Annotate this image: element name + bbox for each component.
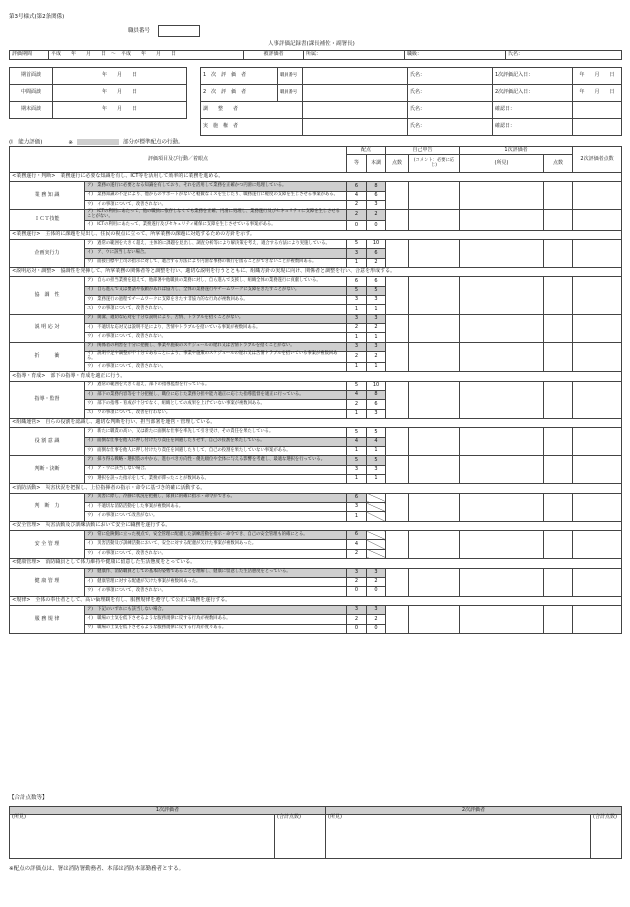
criteria-text: ア) 簡潔、適切な応対を十分な説明により、苦情、トラブルを招くことがない。 xyxy=(85,314,347,323)
standard-points: 2 xyxy=(347,400,367,409)
first-points[interactable] xyxy=(544,239,573,267)
criteria-text: ア) 健康作、消防職員としての基本的姿勢であることを理解し、健康に留意した生活態度をとっている。 xyxy=(85,568,347,577)
self-points[interactable] xyxy=(386,342,409,372)
ability-label xyxy=(9,139,184,146)
standard-points: 3 xyxy=(347,314,367,323)
score-points xyxy=(367,540,386,549)
grade-field[interactable]: 職級： xyxy=(405,51,506,60)
interview-label: 期首面談 xyxy=(10,68,53,85)
dept-field[interactable]: 所属： xyxy=(304,51,405,60)
score-points xyxy=(367,549,386,558)
self-points[interactable] xyxy=(386,493,409,521)
evaluator-name[interactable]: 氏名： xyxy=(408,119,493,136)
standard-points: 3 xyxy=(347,503,367,512)
second-points[interactable] xyxy=(573,314,622,342)
criteria-text: ウ) イの事項について、改善されない。 xyxy=(85,549,347,558)
standard-points: 5 xyxy=(347,428,367,437)
self-points[interactable] xyxy=(386,182,409,210)
standard-points: 3 xyxy=(347,465,367,474)
first-head: 1次評価者 xyxy=(460,147,573,155)
total-second-points[interactable]: (合計点数) xyxy=(591,815,622,859)
standard-points: 5 xyxy=(347,286,367,295)
entry-date[interactable] xyxy=(573,102,622,119)
score-points: 8 xyxy=(367,390,386,399)
standard-points: 1 xyxy=(347,333,367,342)
self-comment[interactable] xyxy=(409,428,460,456)
first-points[interactable] xyxy=(544,568,573,596)
item-name: 折 衝 xyxy=(10,342,85,372)
first-points[interactable] xyxy=(544,277,573,314)
criteria-text: イ) 説明不足や調整が不十分であることにより、事業や施策のスケジュールの遅れ又は苦情トラブルを招いている事案が複数回ある。 xyxy=(85,352,347,363)
name-field[interactable]: 氏名： xyxy=(506,51,622,60)
staff-no-field[interactable] xyxy=(303,68,408,85)
criteria-row xyxy=(10,493,622,502)
criteria-text: ウ) 業務遂行の過程でチームワークに支障をきたす非協力的な行為が複数回ある。 xyxy=(85,296,347,305)
criteria-text: ア) 常に危険側に立った視点で、安全管理に配慮した訓練活動を指示・命令でき、自己の安全管理も的確にとる。 xyxy=(85,531,347,540)
evaluator-table xyxy=(200,67,622,136)
item-name: 企画実行力 xyxy=(10,239,85,267)
interview-label: 期末面談 xyxy=(10,102,53,119)
total-second-head: 2次評価者 xyxy=(326,807,622,815)
staff-no-field[interactable] xyxy=(303,119,408,136)
standard-points: 0 xyxy=(347,587,367,596)
standard-points: 0 xyxy=(347,221,367,230)
self-comment[interactable] xyxy=(409,277,460,314)
section-header: <安全管理> 災害活動及び訓練活動において安全に職務を遂行する。 xyxy=(10,521,622,530)
standard-points: 3 xyxy=(347,342,367,351)
score-points: 3 xyxy=(367,568,386,577)
score-points: 3 xyxy=(367,605,386,614)
standard-points: 6 xyxy=(347,277,367,286)
item-name: 判 断 力 xyxy=(10,493,85,521)
criteria-text: ア) 新たに職責の高い、又は新たに面倒な仕事を率先して引き受け、その責任を果たしている。 xyxy=(85,428,347,437)
criteria-row xyxy=(10,605,622,614)
score-points xyxy=(367,503,386,512)
total-table xyxy=(9,806,622,859)
criteria-row xyxy=(10,428,622,437)
interview-date[interactable]: 年 月 日 xyxy=(53,102,187,119)
entry-date[interactable]: 年 月 日 xyxy=(573,85,622,102)
criteria-text: ア) 過常の範囲を大きく超え、主体的に課題を見出し、調査分析等により解決策を考え、適合する方法により実施している。 xyxy=(85,239,347,248)
second-points[interactable] xyxy=(573,428,622,456)
criteria-text: ウ) イの事項について、改善されない。 xyxy=(85,201,347,210)
criteria-text: イ) 職場の士気を低下させるような服務規律に反する行為が複数回ある。 xyxy=(85,615,347,624)
criteria-row xyxy=(10,314,622,323)
standard-points: 1 xyxy=(347,258,367,267)
item-name: 服 務 規 律 xyxy=(10,605,85,633)
standard-points: 2 xyxy=(347,615,367,624)
item-name: 業 務 知 識 xyxy=(10,182,85,210)
entry-date-label: 確認日： xyxy=(493,119,573,136)
standard-points: 0 xyxy=(347,624,367,633)
standard-points: 1 xyxy=(347,305,367,314)
self-comment[interactable] xyxy=(409,342,460,372)
score-points: 3 xyxy=(367,296,386,305)
footnote: ※配点の評価点は、署は消防署勤務者、本部は消防本部勤務者とする。 xyxy=(9,866,185,872)
criteria-text: イ) 災害活動及び訓練活動において、安全に対する配慮が欠けた事案が複数回あった。 xyxy=(85,540,347,549)
first-reason[interactable] xyxy=(460,493,544,521)
first-reason[interactable] xyxy=(460,531,544,559)
entry-date-label: 2次評価記入日： xyxy=(493,85,573,102)
evaluator-name[interactable]: 氏名： xyxy=(408,102,493,119)
grey-legend-swatch xyxy=(77,139,119,145)
self-comment[interactable] xyxy=(409,239,460,267)
score-points: 6 xyxy=(367,400,386,409)
section-header: <業務遂行> 主体的に課題を見出し、住民の視点に立って、所掌業務の課題に対処するための方針を示す。 xyxy=(10,230,622,239)
first-points[interactable] xyxy=(544,342,573,372)
first-reason[interactable] xyxy=(460,182,544,210)
criteria-row xyxy=(10,277,622,286)
note-mark: ※ xyxy=(68,139,74,146)
score-points xyxy=(367,512,386,521)
points-head: 配点 xyxy=(347,147,386,155)
first-points[interactable] xyxy=(544,381,573,418)
self-points-head: 点数 xyxy=(386,155,409,173)
score-points: 1 xyxy=(367,362,386,371)
self-comment[interactable] xyxy=(409,605,460,633)
score-points: 10 xyxy=(367,239,386,248)
standard-points: 1 xyxy=(347,362,367,371)
section-header: <健康管理> 消防職員として体力維持や健康に留意した生活態度をとっている。 xyxy=(10,559,622,568)
self-comment[interactable] xyxy=(409,210,460,230)
first-reason[interactable] xyxy=(460,239,544,267)
second-points[interactable] xyxy=(573,277,622,314)
self-points[interactable] xyxy=(386,239,409,267)
score-points: 2 xyxy=(367,324,386,333)
criteria-text: ウ) 面倒な仕事を他人に押し付けたり責任を回避したりして、自己の役割を果たしていない事案がある。 xyxy=(85,447,347,456)
interview-date[interactable]: 年 月 日 xyxy=(53,85,187,102)
criteria-row xyxy=(10,568,622,577)
first-reason-head: (所見) xyxy=(460,155,544,173)
self-points[interactable] xyxy=(386,314,409,342)
standard-points: 4 xyxy=(347,390,367,399)
first-reason[interactable] xyxy=(460,381,544,418)
first-points[interactable] xyxy=(544,428,573,456)
score-points xyxy=(367,531,386,540)
self-points[interactable] xyxy=(386,605,409,633)
criteria-text: イ) ア、ウに該当しない場合。 xyxy=(85,249,347,258)
criteria-text: エ) ウの事項について、改善を行わない。 xyxy=(85,409,347,418)
criteria-text: ア) 災害に際し、冷静に状況を把握し、隊員に的確に指示・命令ができる。 xyxy=(85,493,347,502)
criteria-text: イ) 不適切な消防活動をした事案が複数回ある。 xyxy=(85,503,347,512)
criteria-text: ウ) イの事項について、改善されない。 xyxy=(85,333,347,342)
score-points: 2 xyxy=(367,352,386,363)
interview-label: 中間面談 xyxy=(10,85,53,102)
score-points: 1 xyxy=(367,447,386,456)
standard-points: 3 xyxy=(347,568,367,577)
first-reason[interactable] xyxy=(460,277,544,314)
criteria-text: イ) 健康管理に対する配慮が欠けた事案が複数回あった。 xyxy=(85,577,347,586)
item-name: ＩＣＴ技能 xyxy=(10,210,85,230)
interview-date[interactable]: 年 月 日 xyxy=(53,68,187,85)
total-first-head: 1次評価者 xyxy=(10,807,326,815)
staff-no-box[interactable] xyxy=(158,25,200,37)
item-name: 健 康 管 理 xyxy=(10,568,85,596)
score-points: 1 xyxy=(367,475,386,484)
criteria-text: ウ) 部下の指導・育成が十分でなく、組織としての成果を上げていない事案が複数回ある。 xyxy=(85,400,347,409)
score-points: 3 xyxy=(367,342,386,351)
score-points: 10 xyxy=(367,381,386,390)
self-comment[interactable] xyxy=(409,381,460,418)
score-points xyxy=(367,493,386,502)
standard-points: 4 xyxy=(347,437,367,446)
section-header: <説明応対・調整> 協調性を発揮して、所掌業務の関係者等と調整を行い、適切な説明を行うとともに、組織方針の実現に向け、関係者と調整を行い、合意を形成する。 xyxy=(10,267,622,276)
standard-points: 2 xyxy=(347,352,367,363)
second-points[interactable] xyxy=(573,605,622,633)
item-head: 評価項目及び行動／着眼点 xyxy=(10,147,347,173)
first-points[interactable] xyxy=(544,605,573,633)
criteria-text: ア) 採り得る戦略・選択肢の中から、進むべき方向性・優先順位や全体に与える影響を考慮し、最適な選択を行っている。 xyxy=(85,456,347,465)
first-points[interactable] xyxy=(544,493,573,521)
criteria-text: イ) 部下の業務内容等を十分把握し、職位に応じた業務分担や能力適正に応じた指導監督を適正に行っている。 xyxy=(85,390,347,399)
first-reason[interactable] xyxy=(460,342,544,372)
standard-points: 2 xyxy=(347,324,367,333)
second-points[interactable] xyxy=(573,456,622,484)
criteria-text: イ) 不適切な応対又は説明不足により、苦情やトラブルを招いている事案が複数回ある。 xyxy=(85,324,347,333)
staff-no-field[interactable] xyxy=(303,85,408,102)
standard-points: 4 xyxy=(347,191,367,200)
self-comment[interactable] xyxy=(409,568,460,596)
score-points: 5 xyxy=(367,456,386,465)
section-header: <指導・育成> 部下の指導・育成を適正に行う。 xyxy=(10,372,622,381)
score-points: 1 xyxy=(367,305,386,314)
first-reason[interactable] xyxy=(460,428,544,456)
second-points[interactable] xyxy=(573,381,622,418)
criteria-text: ウ) 職場の士気を低下させるような服務規律に反する行為が度々ある。 xyxy=(85,624,347,633)
item-name: 協 調 性 xyxy=(10,277,85,314)
self-head: 自己申告 xyxy=(386,147,460,155)
form-number: 第3号様式(第2条関係) xyxy=(9,14,65,20)
standard-points: 6 xyxy=(347,182,367,191)
criteria-text: ウ) イの事項について改善がない。 xyxy=(85,512,347,521)
evaluatee-table xyxy=(9,50,622,60)
self-points[interactable] xyxy=(386,381,409,418)
score-points: 0 xyxy=(367,587,386,596)
first-points[interactable] xyxy=(544,182,573,210)
section-header: <規律> 全体の奉仕者として、高い倫理観を有し、服務規律を遵守して公正に職務を遂行する。 xyxy=(10,596,622,605)
self-comment[interactable] xyxy=(409,531,460,559)
total-first-points[interactable]: (合計点数) xyxy=(275,815,326,859)
criteria-text: ア) ICTの利用にあたって、他の職員に依存しなくても業務を正確、円滑に処理し、業務遂行及びセキュリティに支障を生じさせることがない。 xyxy=(85,210,347,221)
criteria-text: エ) ウの事項について、改善されない。 xyxy=(85,305,347,314)
score-points: 2 xyxy=(367,210,386,221)
score-points: 3 xyxy=(367,409,386,418)
score-points: 6 xyxy=(367,277,386,286)
entry-date-label: 確認日： xyxy=(493,102,573,119)
criteria-row xyxy=(10,456,622,465)
self-comment[interactable] xyxy=(409,314,460,342)
first-points-head: 点数 xyxy=(544,155,573,173)
evaluation-table xyxy=(9,146,622,634)
first-reason[interactable] xyxy=(460,210,544,230)
item-name: 役 割 意 識 xyxy=(10,428,85,456)
total-first-reason[interactable]: (所見) xyxy=(10,815,275,859)
standard-points: 5 xyxy=(347,381,367,390)
standard-points: 3 xyxy=(347,296,367,305)
standard-points: 5 xyxy=(347,239,367,248)
section-header: <組織運営> 自らの役割を認識し、適切な判断を行い、担当部署を運営・管理している。 xyxy=(10,419,622,428)
criteria-text: ウ) 選択を誤った指示をして、業務が滞ったことが数回ある。 xyxy=(85,475,347,484)
score-points: 2 xyxy=(367,577,386,586)
criteria-text: ア) 下記のいずれにも該当しない場合。 xyxy=(85,605,347,614)
section-header: <業務遂行・判断> 業務遂行に必要な知識を有し、ICT等を活用して効率的に業務を進める。 xyxy=(10,173,622,182)
self-comment[interactable] xyxy=(409,182,460,210)
standard-points: 2 xyxy=(347,549,367,558)
entry-date-label: 1次評価記入日： xyxy=(493,68,573,85)
evaluator-label: 2 次 評 価 者 xyxy=(201,85,278,102)
self-points[interactable] xyxy=(386,210,409,230)
criteria-row xyxy=(10,381,622,390)
criteria-text: ア) 関係者の利害を十分に把握し、事業や施策のスケジュールの遅れ又は苦情トラブルを招くことがない。 xyxy=(85,342,347,351)
entry-date[interactable] xyxy=(573,119,622,136)
score-points: 1 xyxy=(367,333,386,342)
section-header: <消防活動> 災害状況を把握し、上位指揮者の指示・命令に基づき的確に活動する。 xyxy=(10,484,622,493)
self-points[interactable] xyxy=(386,568,409,596)
second-head: 2次評価者点数 xyxy=(573,147,622,173)
score-points: 6 xyxy=(367,191,386,200)
item-name: 説 明 応 対 xyxy=(10,314,85,342)
standard-points: 6 xyxy=(347,493,367,502)
staff-no-field[interactable] xyxy=(303,102,408,119)
staff-no-label: 職員番号 xyxy=(128,28,151,34)
criteria-text: ア) 業務の遂行に必要となる知識を有しており、それを活用して業務を正確かつ円滑に処理している。 xyxy=(85,182,347,191)
standard-points: 3 xyxy=(347,605,367,614)
item-name: 判断・決断 xyxy=(10,456,85,484)
evaluator-name[interactable]: 氏名： xyxy=(408,85,493,102)
score-points: 5 xyxy=(367,428,386,437)
self-points[interactable] xyxy=(386,428,409,456)
standard-points: 3 xyxy=(347,249,367,258)
score-points: 3 xyxy=(367,201,386,210)
first-points[interactable] xyxy=(544,314,573,342)
entry-date[interactable]: 年 月 日 xyxy=(573,68,622,85)
first-reason[interactable] xyxy=(460,605,544,633)
self-comment[interactable] xyxy=(409,456,460,484)
first-reason[interactable] xyxy=(460,314,544,342)
total-second-reason[interactable]: (所見) xyxy=(326,815,591,859)
criteria-row xyxy=(10,182,622,191)
standard-points: 1 xyxy=(347,475,367,484)
document-title: 人事評価記録書(課長補佐・副署長) xyxy=(268,41,355,47)
standard-points: 1 xyxy=(347,409,367,418)
second-points[interactable] xyxy=(573,531,622,559)
criteria-text: イ) 自ら進んで又は要請や依頼があれば協力し、全体の業務遂行やチームワークに支障をきたすことがない。 xyxy=(85,286,347,295)
evaluator-label: 実 施 権 者 xyxy=(201,119,303,136)
self-comment-head: (コメント：必要に応じ) xyxy=(409,155,460,173)
criteria-row xyxy=(10,531,622,540)
standard-points: 4 xyxy=(347,540,367,549)
standard-points: 2 xyxy=(347,201,367,210)
criteria-text: ア) 過常の範囲を大きく超え、部下の指導監督を行っている。 xyxy=(85,381,347,390)
score-points: 5 xyxy=(367,286,386,295)
interview-table xyxy=(9,67,187,119)
std-head: 等 xyxy=(347,155,367,173)
first-points[interactable] xyxy=(544,531,573,559)
second-points[interactable] xyxy=(573,342,622,372)
standard-points: 5 xyxy=(347,456,367,465)
self-comment[interactable] xyxy=(409,493,460,521)
criteria-text: ア) 自らの担当業務を超えて、他部署や他職員の業務に対し、自ら進んで支援し、組織全体の業務遂行に貢献している。 xyxy=(85,277,347,286)
score-points: 8 xyxy=(367,182,386,191)
criteria-text: ウ) イの事項について、改善されない。 xyxy=(85,362,347,371)
standard-points: 2 xyxy=(347,577,367,586)
first-reason[interactable] xyxy=(460,568,544,596)
evaluator-name[interactable]: 氏名： xyxy=(408,68,493,85)
second-points[interactable] xyxy=(573,182,622,210)
criteria-text: イ) 面倒な仕事を他人に押し付けたり責任を回避したりせず、自己の役割を果たしている。 xyxy=(85,437,347,446)
evaluator-label: 調 整 者 xyxy=(201,102,303,119)
ability-title: (Ⅰ 能力評価) xyxy=(9,139,43,146)
period-label: 評価期間 xyxy=(10,51,49,60)
second-points[interactable] xyxy=(573,568,622,596)
staff-no-sub: 職員番号 xyxy=(278,85,303,102)
total-label: 【合計点数等】 xyxy=(9,795,48,801)
standard-points: 2 xyxy=(347,210,367,221)
ability-note: 部分が標準配点の行動。 xyxy=(123,139,184,146)
score-points: 6 xyxy=(367,249,386,258)
score-points: 3 xyxy=(367,314,386,323)
criteria-row xyxy=(10,210,622,221)
second-points[interactable] xyxy=(573,239,622,267)
criteria-text: ウ) 面接目標や上司の指示に対して、適合する方法により円滑な事務の執行を図ることができないことが複数回ある。 xyxy=(85,258,347,267)
first-reason[interactable] xyxy=(460,456,544,484)
item-name: 安 全 管 理 xyxy=(10,531,85,559)
score-points: 2 xyxy=(367,615,386,624)
second-points[interactable] xyxy=(573,210,622,230)
standard-points: 1 xyxy=(347,447,367,456)
criteria-text: イ) ア・ウに該当しない場合。 xyxy=(85,465,347,474)
score-points: 4 xyxy=(367,437,386,446)
criteria-text: イ) ICTの利用にあたって、業務遂行及びセキュリティ確保に支障を生じさせている事案がある。 xyxy=(85,221,347,230)
score-points: 0 xyxy=(367,221,386,230)
score-points: 2 xyxy=(367,258,386,267)
score-head: 本調 xyxy=(367,155,386,173)
evaluator-label: 1 次 評 価 者 xyxy=(201,68,278,85)
self-points[interactable] xyxy=(386,277,409,314)
self-points[interactable] xyxy=(386,531,409,559)
staff-no-sub: 職員番号 xyxy=(278,68,303,85)
standard-points: 6 xyxy=(347,531,367,540)
criteria-row xyxy=(10,239,622,248)
standard-points: 1 xyxy=(347,512,367,521)
first-points[interactable] xyxy=(544,456,573,484)
second-points[interactable] xyxy=(573,493,622,521)
score-points: 3 xyxy=(367,465,386,474)
item-name: 指導・監督 xyxy=(10,381,85,418)
first-points[interactable] xyxy=(544,210,573,230)
evaluatee-label: 被評価者 xyxy=(244,51,304,60)
self-points[interactable] xyxy=(386,456,409,484)
criteria-text: イ) 業務知識の不足により、他からのサポートがないと軽微なミスを生じたり、職務遂行に軽度の支障を生じさせる事案がある。 xyxy=(85,191,347,200)
score-points: 0 xyxy=(367,624,386,633)
period-value[interactable]: 平成 年 月 日 ～ 平成 年 月 日 xyxy=(49,51,244,60)
criteria-text: ウ) イの事項について、改善されない。 xyxy=(85,587,347,596)
